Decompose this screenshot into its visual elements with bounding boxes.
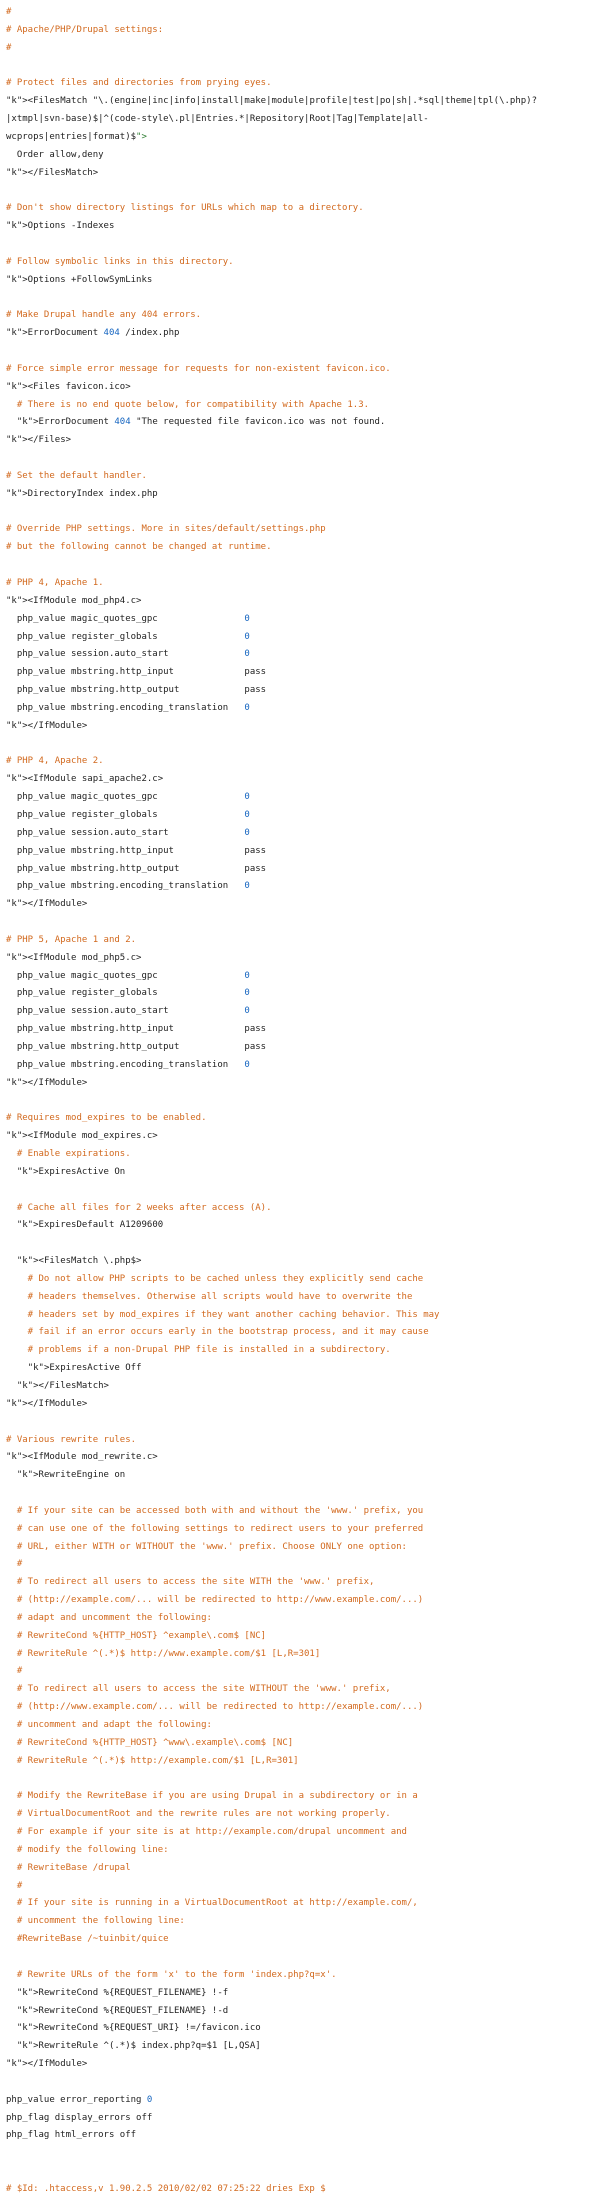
code-line: "k"></IfModule> bbox=[6, 1077, 88, 1088]
code-line: php_value register_globals 0 bbox=[6, 988, 250, 999]
code-line: "k"></FilesMatch> bbox=[6, 167, 99, 178]
code-line bbox=[6, 2145, 594, 2163]
code-line: "k">ExpiresActive Off bbox=[27, 1363, 142, 1374]
code-line: # bbox=[6, 42, 12, 53]
code-line: # Follow symbolic links in this directory. bbox=[6, 256, 234, 267]
code-line: # but the following cannot be changed at runtime. bbox=[6, 542, 272, 553]
code-line: |xtmpl|svn-base)$|^(code-style\.pl|Entries.*|Repository|Root|Tag|Template|all- bbox=[6, 114, 429, 125]
code-line: # adapt and uncomment the following: bbox=[6, 1612, 212, 1623]
code-line bbox=[6, 914, 594, 932]
code-line: "k">Options +FollowSymLinks bbox=[6, 274, 153, 285]
code-line: php_value mbstring.http_output pass bbox=[6, 1041, 267, 1052]
code-line: # RewriteBase /drupal bbox=[6, 1862, 131, 1873]
code-line: # bbox=[6, 1880, 23, 1891]
code-line: php_value session.auto_start 0 bbox=[6, 827, 250, 838]
code-line bbox=[6, 1092, 594, 1110]
code-line bbox=[6, 343, 594, 361]
code-line: "k"><FilesMatch \.php$> bbox=[16, 1256, 142, 1267]
code-line: "k"><IfModule sapi_apache2.c> bbox=[6, 774, 164, 785]
code-line: # RewriteCond %{HTTP_HOST} ^www\.example\.com$ [NC] bbox=[6, 1737, 294, 1748]
code-line: wcprops|entries|format)$"> bbox=[6, 131, 147, 142]
code-line: "k"></IfModule> bbox=[6, 2059, 88, 2070]
code-line: # PHP 4, Apache 1. bbox=[6, 578, 104, 588]
code-line: # Requires mod_expires to be enabled. bbox=[6, 1113, 207, 1124]
code-line: "k"></FilesMatch> bbox=[16, 1380, 109, 1391]
code-line: # Override PHP settings. More in sites/default/settings.php bbox=[6, 524, 326, 535]
code-line: # (http://example.com/... will be redirected to http://www.example.com/...) bbox=[6, 1595, 424, 1606]
code-line: # Cache all files for 2 weeks after access (A). bbox=[6, 1202, 272, 1213]
code-line bbox=[6, 236, 594, 254]
code-line: php_value mbstring.encoding_translation 0 bbox=[6, 702, 250, 713]
code-line: "k">RewriteEngine on bbox=[16, 1470, 126, 1481]
code-line: # headers set by mod_expires if they want another caching behavior. This may bbox=[6, 1309, 440, 1320]
code-line bbox=[6, 1182, 594, 1200]
code-line: # uncomment the following line: bbox=[6, 1916, 185, 1927]
code-line: "k"></IfModule> bbox=[6, 720, 88, 731]
code-line: # There is no end quote below, for compatibility with Apache 1.3. bbox=[6, 399, 370, 410]
code-line: # Apache/PHP/Drupal settings: bbox=[6, 24, 164, 35]
code-line: #RewriteBase /~tuinbit/quice bbox=[6, 1934, 169, 1945]
code-line bbox=[6, 1949, 594, 1967]
code-line: # (http://www.example.com/... will be redirected to http://example.com/...) bbox=[6, 1702, 424, 1713]
code-line: php_flag html_errors off bbox=[6, 2130, 137, 2141]
code-line: "k"></IfModule> bbox=[6, 899, 88, 910]
code-line: # Various rewrite rules. bbox=[6, 1434, 137, 1445]
code-line: "k">ErrorDocument 404 "The requested file favicon.ico was not found. bbox=[16, 417, 386, 428]
code-line bbox=[6, 58, 594, 76]
code-line: php_value mbstring.http_input pass bbox=[6, 1024, 267, 1035]
code-line: # Enable expirations. bbox=[6, 1149, 131, 1159]
code-line bbox=[6, 2074, 594, 2092]
code-line: "k">DirectoryIndex index.php bbox=[6, 488, 158, 499]
code-line: # VirtualDocumentRoot and the rewrite rules are not working properly. bbox=[6, 1809, 391, 1820]
code-line: php_value mbstring.http_output pass bbox=[6, 863, 267, 874]
code-line bbox=[6, 736, 594, 754]
code-line: # To redirect all users to access the site WITH the 'www.' prefix, bbox=[6, 1577, 375, 1588]
code-line: # PHP 5, Apache 1 and 2. bbox=[6, 934, 137, 945]
code-line: php_value mbstring.http_output pass bbox=[6, 685, 267, 696]
code-line: # can use one of the following settings to redirect users to your preferred bbox=[6, 1523, 424, 1534]
code-line: "k">RewriteCond %{REQUEST_URI} !=/favicon.ico bbox=[16, 2023, 261, 2034]
code-line: "k"><Files favicon.ico> bbox=[6, 381, 131, 392]
code-line: # headers themselves. Otherwise all scripts would have to overwrite the bbox=[6, 1291, 413, 1302]
code-line: "k"></IfModule> bbox=[6, 1398, 88, 1409]
code-line: php_value magic_quotes_gpc 0 bbox=[6, 613, 250, 624]
code-line: # If your site is running in a VirtualDocumentRoot at http://example.com/, bbox=[6, 1898, 418, 1909]
code-line: # bbox=[6, 7, 12, 17]
code-line: # If your site can be accessed both with and without the 'www.' prefix, you bbox=[6, 1505, 424, 1516]
code-line: "k">ErrorDocument 404 /index.php bbox=[6, 328, 180, 339]
code-line: "k">RewriteCond %{REQUEST_FILENAME} !-f bbox=[16, 1987, 229, 1998]
code-line bbox=[6, 557, 594, 575]
code-line bbox=[6, 182, 594, 200]
code-line: # URL, either WITH or WITHOUT the 'www.' prefix. Choose ONLY one option: bbox=[6, 1541, 407, 1552]
code-line: # Do not allow PHP scripts to be cached unless they explicitly send cache bbox=[6, 1273, 424, 1284]
code-line: # bbox=[6, 1559, 23, 1570]
code-line: # RewriteRule ^(.*)$ http://www.example.com/$1 [L,R=301] bbox=[6, 1648, 321, 1659]
code-line: # uncomment and adapt the following: bbox=[6, 1720, 212, 1730]
code-line: # bbox=[6, 1666, 23, 1677]
code-line bbox=[6, 1771, 594, 1789]
code-line bbox=[6, 450, 594, 468]
code-line: php_value register_globals 0 bbox=[6, 809, 250, 820]
code-line bbox=[6, 1235, 594, 1253]
code-line: # Set the default handler. bbox=[6, 470, 147, 481]
code-line: "k"><IfModule mod_php5.c> bbox=[6, 952, 142, 963]
code-line: # modify the following line: bbox=[6, 1844, 169, 1855]
code-line: php_flag display_errors off bbox=[6, 2112, 153, 2123]
code-line: # To redirect all users to access the site WITHOUT the 'www.' prefix, bbox=[6, 1684, 391, 1695]
code-line: "k"><IfModule mod_expires.c> bbox=[6, 1131, 158, 1142]
code-line: php_value magic_quotes_gpc 0 bbox=[6, 792, 250, 803]
code-line: php_value magic_quotes_gpc 0 bbox=[6, 970, 250, 981]
code-line: "k"><IfModule mod_php4.c> bbox=[6, 595, 142, 606]
code-line: # PHP 4, Apache 2. bbox=[6, 756, 104, 767]
code-line bbox=[6, 504, 594, 522]
code-line: # RewriteCond %{HTTP_HOST} ^example\.com$ [NC] bbox=[6, 1630, 267, 1641]
code-line bbox=[6, 1414, 594, 1432]
code-line: # Protect files and directories from prying eyes. bbox=[6, 78, 272, 89]
code-line: php_value mbstring.encoding_translation 0 bbox=[6, 1059, 250, 1070]
code-line: # fail if an error occurs early in the bootstrap process, and it may cause bbox=[6, 1327, 429, 1338]
code-line: php_value session.auto_start 0 bbox=[6, 1006, 250, 1017]
code-line: "k">Options -Indexes bbox=[6, 221, 115, 232]
code-line bbox=[6, 1485, 594, 1503]
code-line: php_value mbstring.http_input pass bbox=[6, 845, 267, 856]
code-line: # $Id: .htaccess,v 1.90.2.5 2010/02/02 07:25:22 dries Exp $ bbox=[6, 2183, 326, 2194]
code-line: # Modify the RewriteBase if you are using Drupal in a subdirectory or in a bbox=[6, 1791, 418, 1802]
code-line bbox=[6, 290, 594, 308]
code-line bbox=[6, 2163, 594, 2181]
code-line: php_value error_reporting 0 bbox=[6, 2094, 153, 2105]
code-line: "k">ExpiresActive On bbox=[16, 1166, 126, 1177]
code-line: php_value register_globals 0 bbox=[6, 631, 250, 642]
code-line: php_value mbstring.http_input pass bbox=[6, 667, 267, 678]
code-line: "k"><FilesMatch "\.(engine|inc|info|install|make|module|profile|test|po|sh|.*sql|theme|tpl(\.php)? bbox=[6, 96, 538, 107]
code-line: # Force simple error message for requests for non-existent favicon.ico. bbox=[6, 363, 391, 374]
code-line: # problems if a non-Drupal PHP file is installed in a subdirectory. bbox=[6, 1345, 391, 1356]
code-line: Order allow,deny bbox=[6, 149, 104, 160]
code-line: "k">RewriteRule ^(.*)$ index.php?q=$1 [L,QSA] bbox=[16, 2041, 261, 2052]
code-line: # Don't show directory listings for URLs which map to a directory. bbox=[6, 203, 364, 214]
code-line: "k"></Files> bbox=[6, 435, 72, 446]
code-line: php_value session.auto_start 0 bbox=[6, 649, 250, 660]
code-line: # RewriteRule ^(.*)$ http://example.com/$1 [L,R=301] bbox=[6, 1755, 299, 1766]
code-line: # Make Drupal handle any 404 errors. bbox=[6, 310, 202, 321]
code-line: "k">ExpiresDefault A1209600 bbox=[16, 1220, 164, 1231]
code-line: "k">RewriteCond %{REQUEST_FILENAME} !-d bbox=[16, 2005, 229, 2016]
code-line: # Rewrite URLs of the form 'x' to the form 'index.php?q=x'. bbox=[6, 1969, 337, 1980]
code-line: "k"><IfModule mod_rewrite.c> bbox=[6, 1452, 158, 1463]
code-line: # For example if your site is at http://example.com/drupal uncomment and bbox=[6, 1827, 407, 1838]
code-line: php_value mbstring.encoding_translation 0 bbox=[6, 881, 250, 892]
